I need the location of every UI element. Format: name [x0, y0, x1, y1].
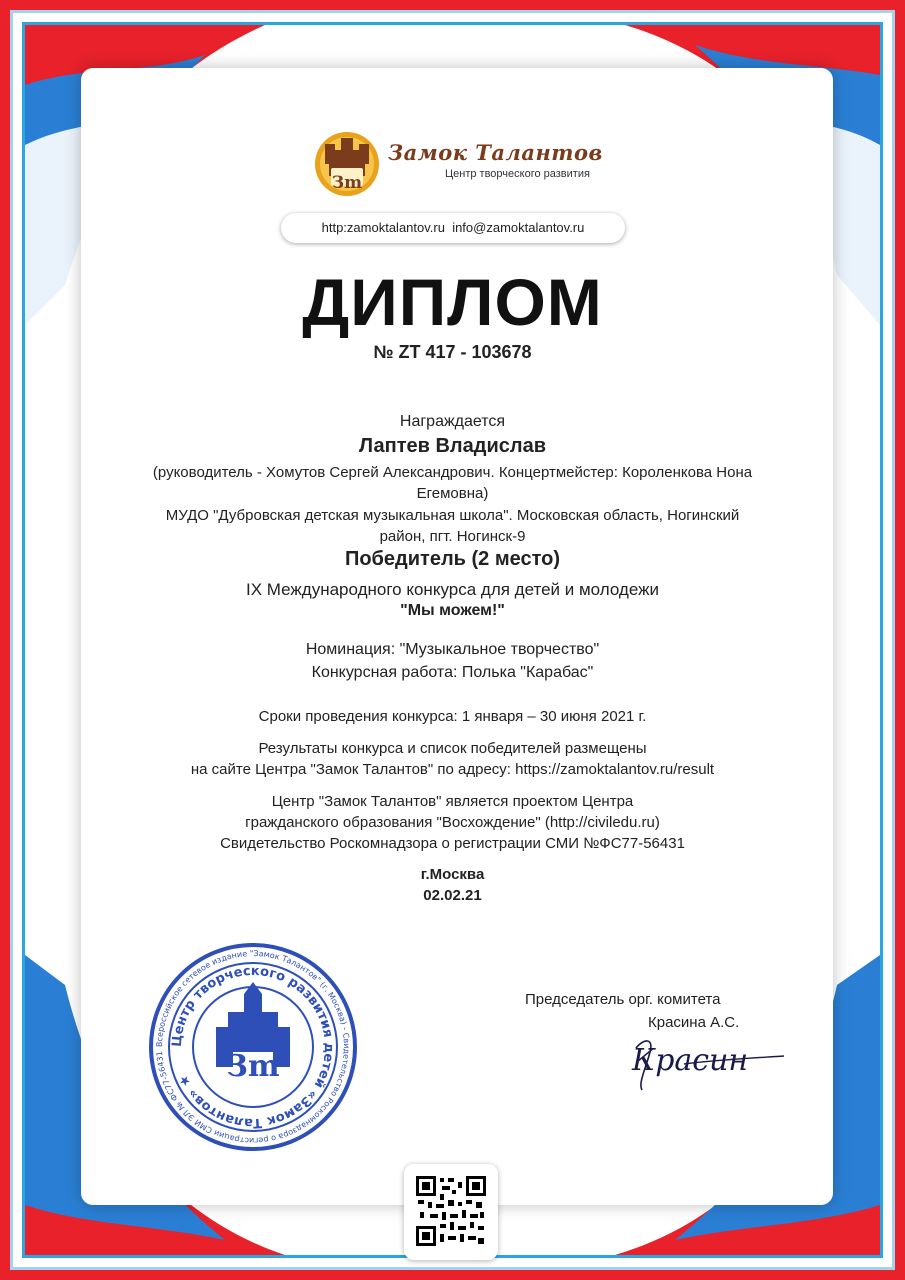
- issue-date: 02.02.21: [423, 887, 482, 904]
- supervisor-line2: Егемовна): [416, 485, 489, 502]
- contest-name: "Мы можем!": [400, 602, 505, 619]
- stamp-outer-text: Всероссийское сетевое издание "Замок Талантов" (г. Москва) - Свидетельство Роскомнадзора о регистрации СМИ ЭЛ № ФС77-56431: [154, 948, 352, 1146]
- stamp-center-text: Зm: [226, 1049, 280, 1084]
- results-line2: на сайте Центра "Замок Талантов" по адресу: https://zamoktalantov.ru/result: [190, 761, 715, 778]
- official-stamp-icon: [148, 942, 358, 1152]
- contest-description: IX Международного конкурса для детей и молодежи: [246, 580, 659, 599]
- award-title: Победитель (2 место): [344, 548, 561, 570]
- results-line1: Результаты конкурса и список победителей размещены: [258, 740, 647, 757]
- signature-handwriting: Красин: [632, 1043, 749, 1078]
- project-line2: гражданского образования "Восхождение" (http://civiledu.ru): [245, 814, 660, 831]
- qr-code-box[interactable]: [404, 1164, 498, 1260]
- diploma-number: № ZT 417 - 103678: [373, 342, 532, 362]
- email-link[interactable]: info@zamoktalantov.ru: [452, 220, 585, 235]
- signature-label: Председатель орг. комитета: [525, 991, 721, 1008]
- contacts-pill: [281, 213, 625, 243]
- school-line2: район, пгт. Ногинск-9: [379, 528, 526, 545]
- city: г.Москва: [420, 866, 485, 883]
- stamp-inner-text: Центр творческого развития детей «Замок Талантов» ★: [169, 963, 337, 1131]
- supervisor-line1: (руководитель - Хомутов Сергей Александрович. Концертмейстер: Короленкова Нона: [152, 464, 753, 481]
- logo-subtitle: Центр творческого развития: [445, 168, 590, 180]
- logo-name: Замок Талантов: [388, 140, 603, 165]
- signatory-name: Красина А.С.: [648, 1014, 740, 1031]
- qr-code-icon: [416, 1176, 486, 1246]
- project-line3: Свидетельство Роскомнадзора о регистрации СМИ №ФС77-56431: [220, 835, 685, 852]
- school-line1: МУДО "Дубровская детская музыкальная школа". Московская область, Ногинский: [165, 507, 740, 524]
- nomination: Номинация: "Музыкальное творчество": [305, 641, 600, 658]
- diploma-title: ДИПЛОМ: [302, 265, 603, 339]
- contest-dates: Сроки проведения конкурса: 1 января – 30 июня 2021 г.: [258, 708, 647, 725]
- logo-emblem-text: Зm: [331, 173, 363, 193]
- recipient-name: Лаптев Владислав: [358, 435, 546, 457]
- handwritten-signature: [624, 1028, 789, 1098]
- site-link[interactable]: http:zamoktalantov.ru: [321, 220, 445, 235]
- project-line1: Центр "Замок Талантов" является проектом Центра: [271, 793, 634, 810]
- contest-work: Конкурсная работа: Полька "Карабас": [311, 664, 594, 681]
- awarded-label: Награждается: [399, 413, 506, 430]
